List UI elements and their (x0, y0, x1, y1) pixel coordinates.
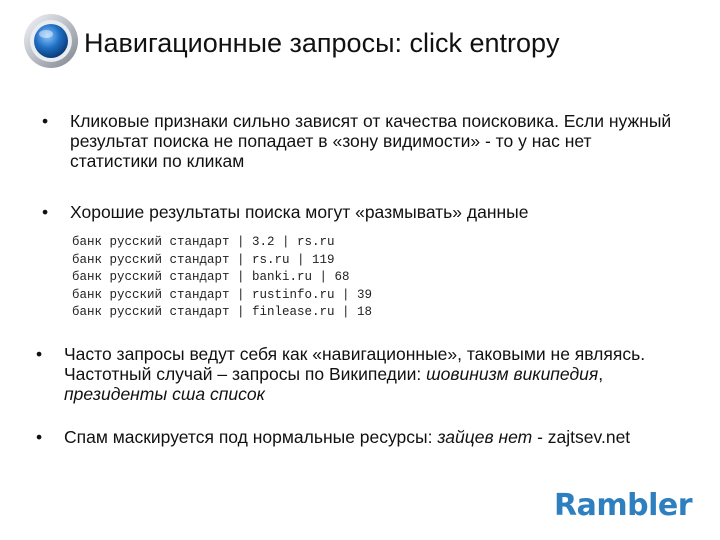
bullet-text: Спам маскируется под нормальные ресурсы: (64, 427, 438, 447)
globe-ring-logo-icon (22, 12, 80, 70)
bullet-text: Кликовые признаки сильно зависят от качества поисковика. Если нужный результат поиска не попадает в «зону видимости» - то у нас нет статистики по кликам (70, 111, 672, 171)
example-query: зайцев нет (437, 427, 533, 447)
example-query: президенты сша список (64, 384, 265, 404)
query-log (72, 234, 372, 322)
bullet-dot: • (42, 111, 49, 131)
query-log-row: банк русский стандарт | rustinfo.ru | 39 (72, 287, 373, 302)
example-url: - zajtsev.net (532, 427, 631, 447)
query-log-row: банк русский стандарт | banki.ru | 68 (72, 270, 350, 284)
query-log-row: банк русский стандарт | finlease.ru | 18 (72, 305, 373, 319)
rambler-logo: Rambler (554, 488, 693, 523)
bullet-text-group (64, 344, 684, 404)
bullet-dot: • (36, 344, 43, 364)
bullet-dot: • (36, 427, 43, 447)
page-title: Навигационные запросы: click entropy (84, 28, 560, 58)
bullet-text-group (64, 427, 684, 447)
example-query: шовинизм википедия (426, 364, 599, 384)
query-log-row: банк русский стандарт | rs.ru | 119 (72, 252, 335, 267)
bullet-text: Часто запросы ведут себя как «навигационные», таковыми не являясь. Частотный случай – запросы по Википедии: (64, 344, 646, 384)
bullet-dot: • (42, 202, 49, 222)
query-log-row: банк русский стандарт | 3.2 | rs.ru (72, 235, 335, 249)
separator: , (598, 364, 604, 384)
bullet-text: Хорошие результаты поиска могут «размывать» данные (70, 202, 529, 222)
